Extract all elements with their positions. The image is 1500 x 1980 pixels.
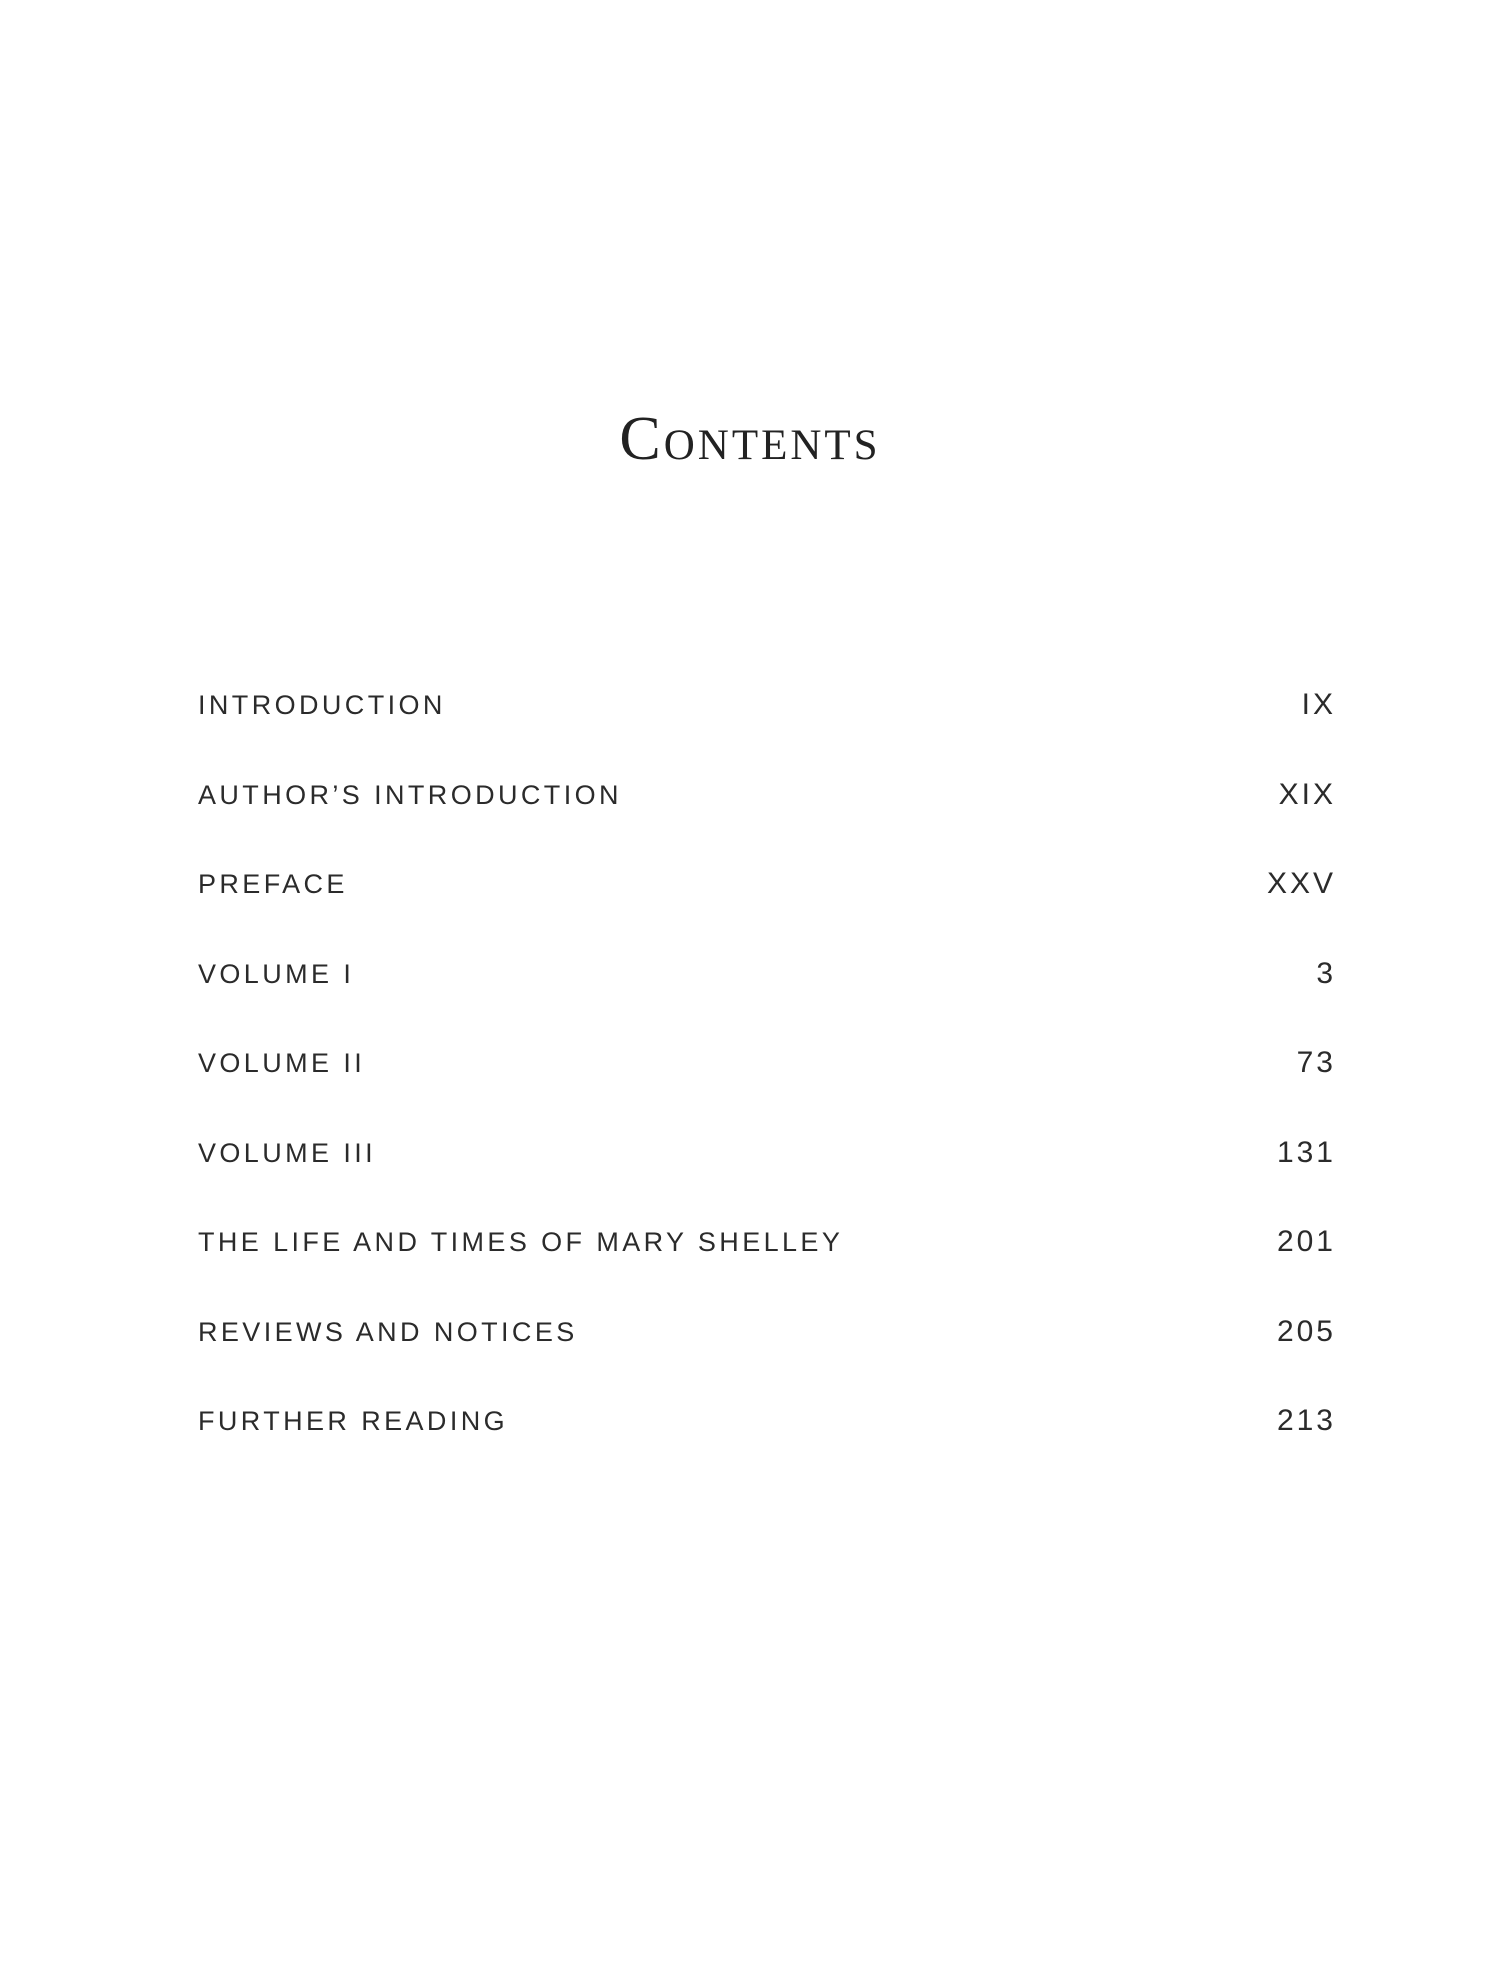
toc-entry-label: AUTHOR’S INTRODUCTION [198,779,622,810]
toc-entry-introduction [198,688,1338,778]
toc-entry-further-reading [198,1404,1338,1494]
toc-entry-page: XXV [1266,867,1336,900]
toc-entry-label: INTRODUCTION [198,690,446,720]
toc-entry-label: VOLUME III [198,1137,377,1168]
toc-entry-label: PREFACE [198,869,348,899]
toc-entry-page: 131 [1276,1135,1336,1169]
toc-entry-page: 213 [1276,1404,1336,1437]
toc-entry-life-and-times [198,1225,1338,1315]
toc-entry-label: REVIEWS AND NOTICES [198,1316,578,1347]
toc-entry-volume-1 [198,957,1338,1047]
toc-entry-volume-3 [198,1136,1338,1226]
toc-entry-volume-2 [198,1046,1338,1136]
toc-entry-label: VOLUME I [198,958,355,989]
toc-entry-page: 73 [1296,1046,1336,1079]
toc-entry-reviews-and-notices [198,1315,1338,1405]
toc-entry-label: VOLUME II [198,1048,366,1078]
toc-entry-label: THE LIFE AND TIMES OF MARY SHELLEY [198,1227,844,1257]
toc-entry-page: 201 [1276,1225,1336,1258]
toc-entry-page: IX [1301,688,1336,721]
toc-entry-authors-introduction [198,778,1338,868]
page-title: Contents [619,405,881,473]
toc-entry-label: FURTHER READING [198,1406,509,1436]
toc-entry-page: XIX [1278,777,1336,811]
table-of-contents [198,688,1338,1494]
toc-entry-page: 3 [1316,956,1336,990]
toc-entry-page: 205 [1276,1314,1336,1348]
toc-entry-preface [198,867,1338,957]
